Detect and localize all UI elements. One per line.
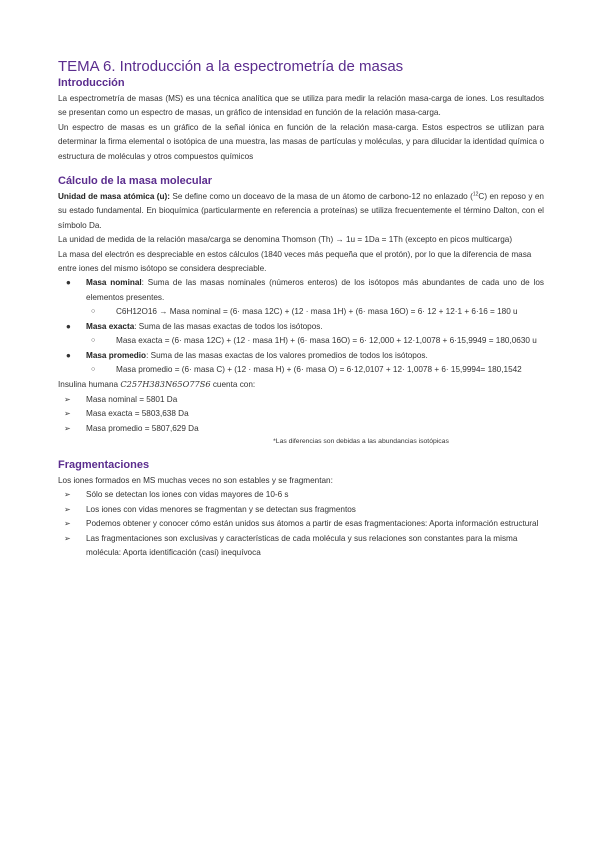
bullet-text: : Suma de las masas nominales (números enteros) de los isótopos más abundantes de cada uno de los elementos presentes. xyxy=(86,278,544,302)
list-item xyxy=(58,393,544,407)
isotope-note: *Las diferencias son debidas a las abundancias isotópicas xyxy=(273,437,449,445)
intro-paragraph-1: La espectrometría de masas (MS) es una técnica analítica que se utiliza para medir la relación masa-carga de iones. Los resultados se presentan como un espectro de masas, un gráfico de intensidad en función de la relación masa-carga. xyxy=(58,94,544,118)
bullet-icon: ● xyxy=(66,321,71,331)
list-item xyxy=(58,407,544,421)
uma-term: Unidad de masa atómica (u): xyxy=(58,192,170,202)
list-item xyxy=(58,532,544,561)
sub-item-text: Masa promedio = (6· masa C) + (12 · masa H) + (6· masa O) = 6·12,0107 + 12· 1,0078 + 6· 15,9994= 180,1542 xyxy=(116,364,522,374)
mass-types-list-2 xyxy=(58,320,544,334)
list-item-text: Las fragmentaciones son exclusivas y características de cada molécula y sus relaciones son constantes para la misma molécula: Aporta identificación (casi) inequívoca xyxy=(86,533,518,557)
section-heading-calculo: Cálculo de la masa molecular xyxy=(58,175,213,188)
sub-item-text: Masa exacta = (6· masa 12C) + (12 · masa 1H) + (6· masa 16O) = 6· 12,000 + 12·1,0078 + 6·15,9949 = 180,0630 u xyxy=(116,336,537,346)
frag-list xyxy=(58,488,544,560)
list-item xyxy=(58,422,544,436)
list-item-text: Masa exacta = 5803,638 Da xyxy=(86,409,189,419)
uma-text-a: Se define como un doceavo de la masa de un átomo de carbono-12 no enlazado ( xyxy=(169,192,473,202)
list-item-masa-exacta xyxy=(58,320,544,334)
bullet-term: Masa nominal xyxy=(86,278,142,288)
bullet-term: Masa promedio xyxy=(86,350,147,360)
sub-item-exacta-example xyxy=(58,334,544,348)
sub-item-text: C6H12O16 → Masa nominal = (6· masa 12C) + (12 · masa 1H) + (6· masa 16O) = 6· 12 + 12·1 + 6·16 = 180 u xyxy=(116,307,518,317)
uma-superscript: 12 xyxy=(472,191,479,198)
list-item-text: Los iones con vidas menores se fragmentan y se detectan sus fragmentos xyxy=(86,504,356,514)
mass-types-list-3 xyxy=(58,349,544,363)
document-page xyxy=(58,58,544,560)
arrow-bullet-icon: ➢ xyxy=(64,409,71,419)
arrow-bullet-icon: ➢ xyxy=(64,533,71,543)
list-item-text: Masa promedio = 5807,629 Da xyxy=(86,423,199,433)
arrow-bullet-icon: ➢ xyxy=(64,519,71,529)
list-item xyxy=(58,488,544,502)
insulin-list xyxy=(58,393,544,436)
sub-list xyxy=(58,305,544,319)
uma-text-b: C) en reposo y en su estado fundamental. En bioquímica (particularmente en referencia a proteínas) se utiliza frecuentemente el término Dalton, con el símbolo Da. xyxy=(58,192,544,230)
sub-item-nominal-example xyxy=(58,305,544,319)
bullet-term: Masa exacta xyxy=(86,321,135,331)
intro-paragraph-2: Un espectro de masas es un gráfico de la señal iónica en función de la relación masa-carga. Estos espectros se utilizan para determinar la firma elemental o isotópica de una muestra, las masas de partículas y moléculas, y para dilucidar la identidad química o estructura de moléculas y otros compuestos químicos xyxy=(58,122,544,161)
frag-intro: Los iones formados en MS muchas veces no son estables y se fragmentan: xyxy=(58,475,333,485)
list-item-masa-promedio xyxy=(58,349,544,363)
bullet-text: : Suma de las masas exactas de todos los isótopos. xyxy=(134,321,323,331)
section-heading-introduccion: Introducción xyxy=(58,77,125,89)
list-item xyxy=(58,517,544,531)
arrow-bullet-icon: ➢ xyxy=(64,490,71,500)
uma-paragraph xyxy=(58,190,544,233)
list-item-text: Podemos obtener y conocer cómo están unidos sus átomos a partir de esas fragmentaciones: Aporta información estructural xyxy=(86,519,539,529)
circle-bullet-icon: ○ xyxy=(91,308,96,316)
insulin-paragraph xyxy=(58,377,544,392)
arrow-bullet-icon: ➢ xyxy=(64,394,71,404)
bullet-icon: ● xyxy=(66,350,71,360)
insulin-text-b: cuenta con: xyxy=(210,380,256,390)
arrow-bullet-icon: ➢ xyxy=(64,504,71,514)
bullet-text: : Suma de las masas exactas de los valores promedios de todos los isótopos. xyxy=(146,350,428,360)
list-item-masa-nominal xyxy=(58,276,544,305)
sub-list-2 xyxy=(58,334,544,348)
section-heading-fragmentaciones: Fragmentaciones xyxy=(58,458,150,471)
sub-item-promedio-example xyxy=(58,363,544,377)
arrow-bullet-icon: ➢ xyxy=(64,423,71,433)
sub-list-3 xyxy=(58,363,544,377)
insulin-formula: C257H383N65O77S6 xyxy=(120,379,211,390)
list-item xyxy=(58,503,544,517)
thomson-paragraph: La unidad de medida de la relación masa/carga se denomina Thomson (Th) → 1u = 1Da = 1Th (excepto en picos multicarga) xyxy=(58,235,513,245)
list-item-text: Sólo se detectan los iones con vidas mayores de 10-6 s xyxy=(86,490,289,500)
insulin-text-a: Insulina humana xyxy=(58,380,121,390)
page-title: TEMA 6. Introducción a la espectrometría de masas xyxy=(58,58,404,75)
mass-types-list xyxy=(58,276,544,305)
bullet-icon: ● xyxy=(66,278,71,288)
circle-bullet-icon: ○ xyxy=(91,365,96,373)
electron-paragraph: La masa del electrón es despreciable en estos cálculos (1840 veces más pequeña que el protón), por lo que la diferencia de masa entre iones del mismo isótopo se considera despreciable. xyxy=(58,249,532,274)
list-item-text: Masa nominal = 5801 Da xyxy=(86,394,178,404)
circle-bullet-icon: ○ xyxy=(91,337,96,345)
